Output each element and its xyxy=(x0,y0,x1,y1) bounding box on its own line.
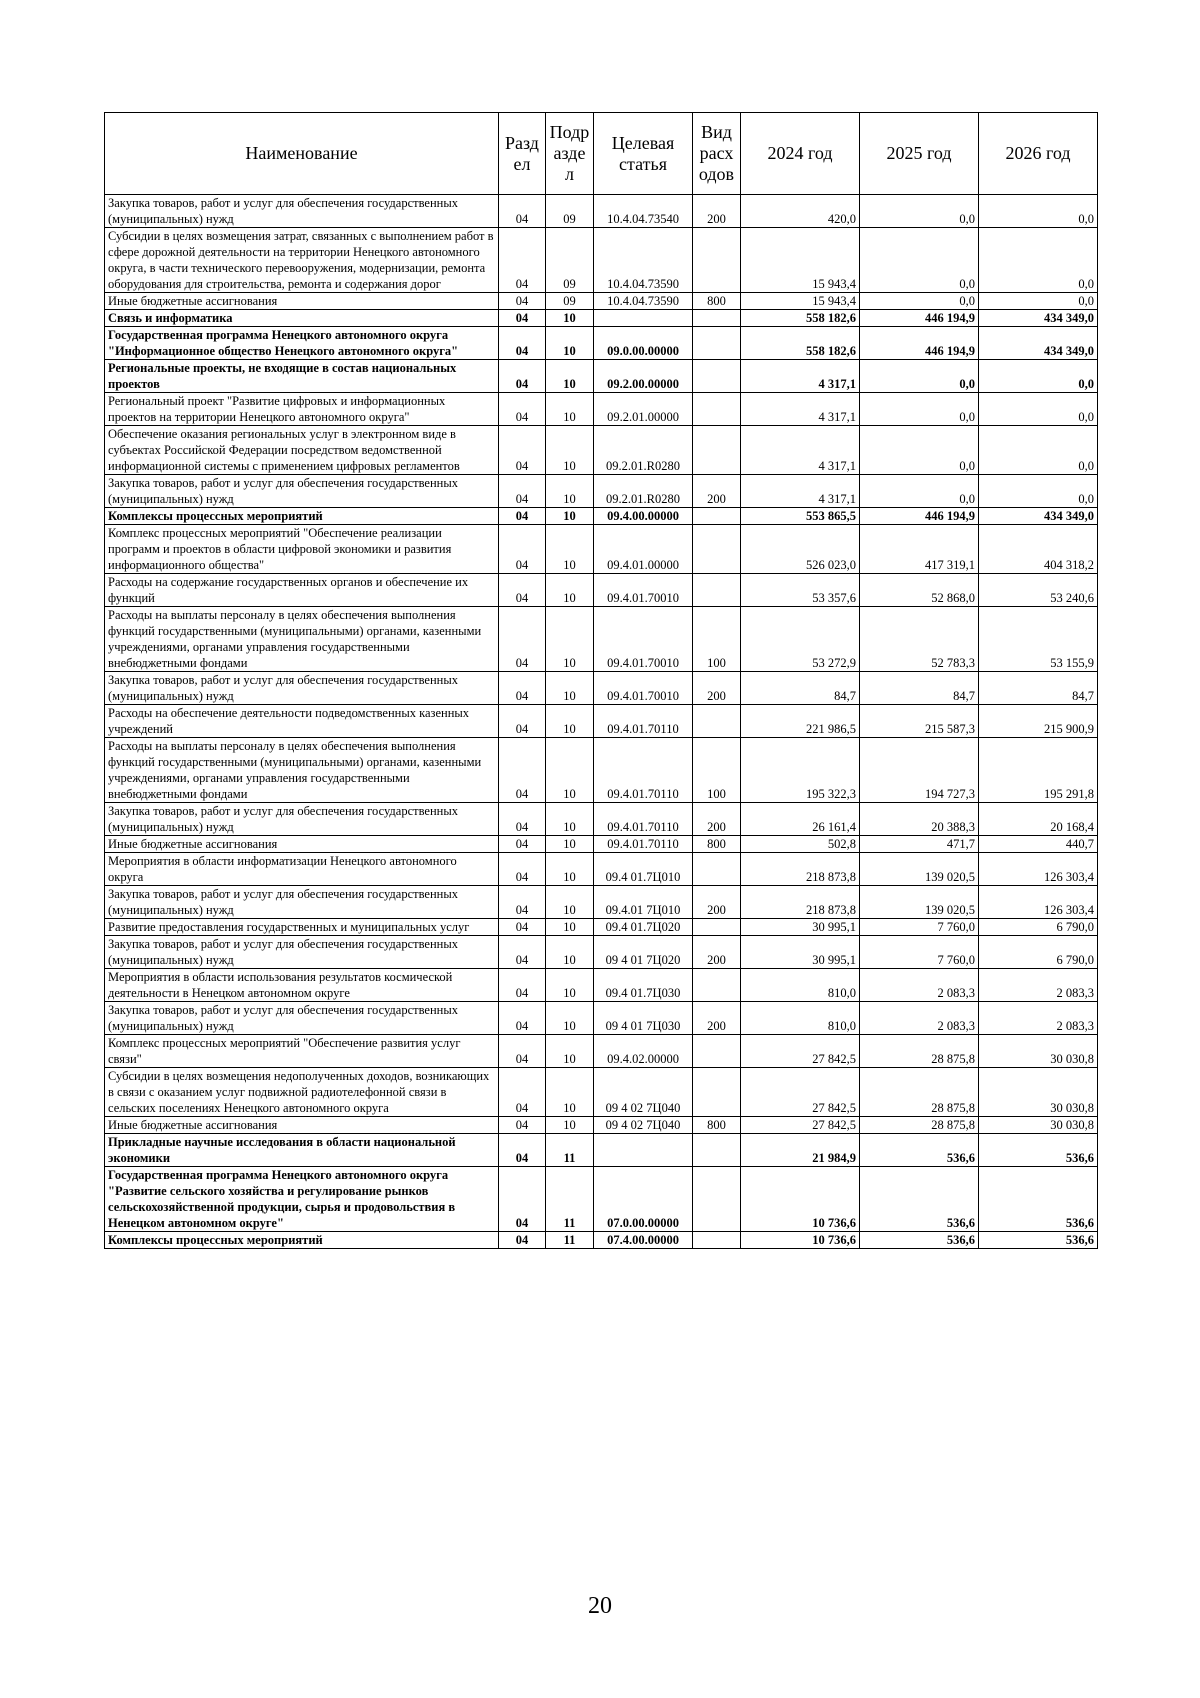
cell-2024: 502,8 xyxy=(741,836,860,853)
cell-target-article: 09 4 02 7Ц040 xyxy=(594,1117,693,1134)
table-row xyxy=(105,607,1098,672)
cell-target-article: 09.4.01.70010 xyxy=(594,672,693,705)
table-row xyxy=(105,672,1098,705)
cell-razdel: 04 xyxy=(499,508,546,525)
cell-expense-type: 800 xyxy=(693,293,741,310)
cell-podrazdel: 11 xyxy=(546,1134,594,1167)
table-row xyxy=(105,195,1098,228)
cell-2024: 195 322,3 xyxy=(741,738,860,803)
cell-podrazdel: 10 xyxy=(546,475,594,508)
cell-expense-type: 200 xyxy=(693,886,741,919)
cell-expense-type: 200 xyxy=(693,803,741,836)
cell-target-article: 09.4 01.7Ц030 xyxy=(594,969,693,1002)
table-row xyxy=(105,310,1098,327)
cell-2025: 536,6 xyxy=(860,1167,979,1232)
cell-2024: 526 023,0 xyxy=(741,525,860,574)
cell-target-article: 09.2.01.00000 xyxy=(594,393,693,426)
cell-name: Закупка товаров, работ и услуг для обеспечения государственных (муниципальных) нужд xyxy=(105,195,499,228)
cell-razdel: 04 xyxy=(499,853,546,886)
cell-razdel: 04 xyxy=(499,1167,546,1232)
cell-target-article: 09 4 02 7Ц040 xyxy=(594,1068,693,1117)
cell-target-article: 09.4.01.00000 xyxy=(594,525,693,574)
cell-name: Региональные проекты, не входящие в состав национальных проектов xyxy=(105,360,499,393)
table-row xyxy=(105,508,1098,525)
cell-podrazdel: 10 xyxy=(546,426,594,475)
cell-name: Расходы на выплаты персоналу в целях обеспечения выполнения функций государственными (муниципальными) органами, казенными учреждениями, органами управления государственными внебюджетными фондами xyxy=(105,738,499,803)
cell-2026: 126 303,4 xyxy=(979,886,1098,919)
cell-2025: 0,0 xyxy=(860,360,979,393)
cell-podrazdel: 10 xyxy=(546,969,594,1002)
cell-expense-type xyxy=(693,969,741,1002)
header-expense-type-text: Вид расх одов xyxy=(698,122,735,184)
cell-razdel: 04 xyxy=(499,574,546,607)
budget-table xyxy=(104,112,1098,1249)
header-target-article xyxy=(594,113,693,195)
table-row xyxy=(105,475,1098,508)
cell-2026: 195 291,8 xyxy=(979,738,1098,803)
table-row xyxy=(105,836,1098,853)
cell-2024: 4 317,1 xyxy=(741,393,860,426)
cell-2025: 28 875,8 xyxy=(860,1068,979,1117)
cell-razdel: 04 xyxy=(499,293,546,310)
cell-target-article: 10.4.04.73590 xyxy=(594,228,693,293)
cell-target-article: 09.4.01.70010 xyxy=(594,607,693,672)
cell-expense-type xyxy=(693,1232,741,1249)
cell-2026: 0,0 xyxy=(979,475,1098,508)
cell-expense-type: 800 xyxy=(693,1117,741,1134)
cell-name: Иные бюджетные ассигнования xyxy=(105,836,499,853)
cell-target-article: 09.2.01.R0280 xyxy=(594,475,693,508)
cell-name: Развитие предоставления государственных и муниципальных услуг xyxy=(105,919,499,936)
cell-2024: 15 943,4 xyxy=(741,228,860,293)
cell-razdel: 04 xyxy=(499,426,546,475)
cell-name: Субсидии в целях возмещения затрат, связанных с выполнением работ в сфере дорожной деятельности на территории Ненецкого автономного округа, в части технического перевооружения, модернизации, ремонта оборудования для строительства, ремонта и содержания дорог xyxy=(105,228,499,293)
cell-name: Региональный проект "Развитие цифровых и информационных проектов на территории Ненецкого автономного округа" xyxy=(105,393,499,426)
cell-name: Связь и информатика xyxy=(105,310,499,327)
cell-name: Комплексы процессных мероприятий xyxy=(105,1232,499,1249)
table-row xyxy=(105,919,1098,936)
cell-2025: 417 319,1 xyxy=(860,525,979,574)
cell-2024: 221 986,5 xyxy=(741,705,860,738)
cell-2024: 810,0 xyxy=(741,1002,860,1035)
cell-2025: 52 868,0 xyxy=(860,574,979,607)
cell-2026: 0,0 xyxy=(979,360,1098,393)
cell-2025: 0,0 xyxy=(860,293,979,310)
cell-razdel: 04 xyxy=(499,919,546,936)
cell-podrazdel: 10 xyxy=(546,738,594,803)
cell-target-article: 09.0.00.00000 xyxy=(594,327,693,360)
cell-2025: 446 194,9 xyxy=(860,508,979,525)
cell-target-article: 09.4.01.70110 xyxy=(594,803,693,836)
cell-podrazdel: 10 xyxy=(546,803,594,836)
cell-razdel: 04 xyxy=(499,327,546,360)
cell-podrazdel: 10 xyxy=(546,836,594,853)
cell-razdel: 04 xyxy=(499,1068,546,1117)
cell-podrazdel: 09 xyxy=(546,293,594,310)
cell-2026: 0,0 xyxy=(979,426,1098,475)
cell-2025: 536,6 xyxy=(860,1232,979,1249)
cell-2025: 139 020,5 xyxy=(860,886,979,919)
cell-2026: 30 030,8 xyxy=(979,1068,1098,1117)
cell-name: Государственная программа Ненецкого автономного округа "Информационное общество Ненецкого автономного округа" xyxy=(105,327,499,360)
cell-expense-type xyxy=(693,327,741,360)
cell-podrazdel: 10 xyxy=(546,1035,594,1068)
cell-razdel: 04 xyxy=(499,310,546,327)
table-row xyxy=(105,426,1098,475)
cell-name: Обеспечение оказания региональных услуг в электронном виде в субъектах Российской Федерации посредством ведомственной информационной системы с применением цифровых регламентов xyxy=(105,426,499,475)
cell-2024: 4 317,1 xyxy=(741,475,860,508)
cell-2026: 6 790,0 xyxy=(979,919,1098,936)
cell-2026: 404 318,2 xyxy=(979,525,1098,574)
cell-razdel: 04 xyxy=(499,803,546,836)
cell-expense-type xyxy=(693,310,741,327)
cell-expense-type xyxy=(693,1167,741,1232)
table-row xyxy=(105,228,1098,293)
cell-expense-type xyxy=(693,525,741,574)
cell-2025: 0,0 xyxy=(860,228,979,293)
cell-target-article: 09.4.01.70110 xyxy=(594,705,693,738)
cell-razdel: 04 xyxy=(499,1117,546,1134)
cell-2026: 215 900,9 xyxy=(979,705,1098,738)
cell-expense-type: 200 xyxy=(693,475,741,508)
cell-podrazdel: 10 xyxy=(546,1002,594,1035)
cell-podrazdel: 11 xyxy=(546,1232,594,1249)
cell-2024: 10 736,6 xyxy=(741,1232,860,1249)
cell-expense-type: 200 xyxy=(693,1002,741,1035)
cell-target-article: 07.0.00.00000 xyxy=(594,1167,693,1232)
cell-name: Прикладные научные исследования в области национальной экономики xyxy=(105,1134,499,1167)
cell-razdel: 04 xyxy=(499,886,546,919)
cell-2024: 558 182,6 xyxy=(741,310,860,327)
header-name: Наименование xyxy=(105,113,499,195)
cell-podrazdel: 10 xyxy=(546,310,594,327)
table-row xyxy=(105,1002,1098,1035)
cell-razdel: 04 xyxy=(499,836,546,853)
cell-podrazdel: 11 xyxy=(546,1167,594,1232)
cell-2024: 810,0 xyxy=(741,969,860,1002)
table-row xyxy=(105,1035,1098,1068)
cell-expense-type: 200 xyxy=(693,195,741,228)
cell-2026: 2 083,3 xyxy=(979,1002,1098,1035)
cell-2026: 30 030,8 xyxy=(979,1035,1098,1068)
header-target-article-text: Целевая статья xyxy=(611,132,675,174)
table-row xyxy=(105,803,1098,836)
cell-name: Мероприятия в области использования результатов космической деятельности в Ненецком автономном округе xyxy=(105,969,499,1002)
cell-target-article: 09.2.01.R0280 xyxy=(594,426,693,475)
cell-2025: 52 783,3 xyxy=(860,607,979,672)
table-header-row xyxy=(105,113,1098,195)
cell-2025: 2 083,3 xyxy=(860,969,979,1002)
cell-razdel: 04 xyxy=(499,936,546,969)
cell-2026: 6 790,0 xyxy=(979,936,1098,969)
cell-name: Расходы на обеспечение деятельности подведомственных казенных учреждений xyxy=(105,705,499,738)
cell-expense-type xyxy=(693,508,741,525)
cell-podrazdel: 10 xyxy=(546,508,594,525)
header-razdel xyxy=(499,113,546,195)
cell-name: Субсидии в целях возмещения недополученных доходов, возникающих в связи с оказанием услуг подвижной радиотелефонной связи в сельских поселениях Ненецкого автономного округа xyxy=(105,1068,499,1117)
cell-expense-type: 200 xyxy=(693,936,741,969)
cell-expense-type: 200 xyxy=(693,672,741,705)
cell-razdel: 04 xyxy=(499,1232,546,1249)
cell-expense-type: 800 xyxy=(693,836,741,853)
cell-podrazdel: 10 xyxy=(546,574,594,607)
table-row xyxy=(105,886,1098,919)
cell-2026: 30 030,8 xyxy=(979,1117,1098,1134)
cell-2024: 84,7 xyxy=(741,672,860,705)
table-row xyxy=(105,936,1098,969)
cell-target-article: 09.4 01.7Ц010 xyxy=(594,853,693,886)
cell-expense-type xyxy=(693,228,741,293)
table-body xyxy=(105,195,1098,1249)
cell-expense-type xyxy=(693,574,741,607)
table-row xyxy=(105,1232,1098,1249)
cell-razdel: 04 xyxy=(499,672,546,705)
cell-2026: 0,0 xyxy=(979,228,1098,293)
cell-expense-type xyxy=(693,705,741,738)
cell-2026: 536,6 xyxy=(979,1167,1098,1232)
cell-2024: 27 842,5 xyxy=(741,1035,860,1068)
cell-target-article: 07.4.00.00000 xyxy=(594,1232,693,1249)
header-razdel-text: Разд ел xyxy=(505,132,539,174)
cell-2025: 0,0 xyxy=(860,475,979,508)
cell-2025: 0,0 xyxy=(860,195,979,228)
cell-2026: 84,7 xyxy=(979,672,1098,705)
cell-name: Закупка товаров, работ и услуг для обеспечения государственных (муниципальных) нужд xyxy=(105,1002,499,1035)
table-row xyxy=(105,1167,1098,1232)
cell-name: Государственная программа Ненецкого автономного округа "Развитие сельского хозяйства и регулирование рынков сельскохозяйственной продукции, сырья и продовольствия в Ненецком автономном округе" xyxy=(105,1167,499,1232)
cell-name: Закупка товаров, работ и услуг для обеспечения государственных (муниципальных) нужд xyxy=(105,803,499,836)
table-row xyxy=(105,738,1098,803)
cell-podrazdel: 10 xyxy=(546,1068,594,1117)
cell-razdel: 04 xyxy=(499,738,546,803)
cell-2025: 0,0 xyxy=(860,393,979,426)
cell-2024: 27 842,5 xyxy=(741,1068,860,1117)
cell-2025: 536,6 xyxy=(860,1134,979,1167)
cell-target-article: 09.2.00.00000 xyxy=(594,360,693,393)
cell-expense-type xyxy=(693,393,741,426)
cell-razdel: 04 xyxy=(499,525,546,574)
cell-2026: 126 303,4 xyxy=(979,853,1098,886)
cell-expense-type xyxy=(693,1134,741,1167)
cell-2024: 420,0 xyxy=(741,195,860,228)
cell-2025: 20 388,3 xyxy=(860,803,979,836)
table-row xyxy=(105,293,1098,310)
cell-target-article: 09 4 01 7Ц020 xyxy=(594,936,693,969)
cell-2024: 15 943,4 xyxy=(741,293,860,310)
cell-podrazdel: 10 xyxy=(546,936,594,969)
cell-podrazdel: 10 xyxy=(546,919,594,936)
cell-2025: 215 587,3 xyxy=(860,705,979,738)
cell-razdel: 04 xyxy=(499,475,546,508)
cell-target-article: 09.4.02.00000 xyxy=(594,1035,693,1068)
cell-expense-type xyxy=(693,1035,741,1068)
cell-2026: 434 349,0 xyxy=(979,508,1098,525)
cell-target-article: 09.4.01.70110 xyxy=(594,836,693,853)
cell-2024: 553 865,5 xyxy=(741,508,860,525)
cell-expense-type xyxy=(693,360,741,393)
cell-2025: 446 194,9 xyxy=(860,327,979,360)
cell-2024: 10 736,6 xyxy=(741,1167,860,1232)
cell-target-article: 09.4.01.70010 xyxy=(594,574,693,607)
cell-2026: 434 349,0 xyxy=(979,327,1098,360)
table-row xyxy=(105,969,1098,1002)
table-row xyxy=(105,360,1098,393)
cell-name: Закупка товаров, работ и услуг для обеспечения государственных (муниципальных) нужд xyxy=(105,886,499,919)
cell-2024: 4 317,1 xyxy=(741,360,860,393)
table-row xyxy=(105,393,1098,426)
cell-podrazdel: 09 xyxy=(546,195,594,228)
cell-razdel: 04 xyxy=(499,393,546,426)
cell-2025: 471,7 xyxy=(860,836,979,853)
table-row xyxy=(105,1117,1098,1134)
cell-2024: 4 317,1 xyxy=(741,426,860,475)
cell-target-article xyxy=(594,310,693,327)
cell-2024: 218 873,8 xyxy=(741,853,860,886)
cell-name: Расходы на выплаты персоналу в целях обеспечения выполнения функций государственными (муниципальными) органами, казенными учреждениями, органами управления государственными внебюджетными фондами xyxy=(105,607,499,672)
cell-razdel: 04 xyxy=(499,195,546,228)
header-podrazdel-text: Подр азде л xyxy=(549,122,590,184)
cell-razdel: 04 xyxy=(499,1002,546,1035)
cell-expense-type: 100 xyxy=(693,607,741,672)
cell-podrazdel: 09 xyxy=(546,228,594,293)
table-row xyxy=(105,853,1098,886)
cell-2026: 434 349,0 xyxy=(979,310,1098,327)
cell-2024: 27 842,5 xyxy=(741,1117,860,1134)
cell-razdel: 04 xyxy=(499,705,546,738)
cell-target-article: 09.4.01 7Ц010 xyxy=(594,886,693,919)
page-number: 20 xyxy=(588,1593,612,1619)
cell-expense-type xyxy=(693,919,741,936)
cell-name: Комплекс процессных мероприятий "Обеспечение реализации программ и проектов в области цифровой экономики и развития информационного общества" xyxy=(105,525,499,574)
header-2025: 2025 год xyxy=(860,113,979,195)
cell-podrazdel: 10 xyxy=(546,327,594,360)
cell-2025: 194 727,3 xyxy=(860,738,979,803)
cell-2025: 28 875,8 xyxy=(860,1035,979,1068)
cell-2025: 7 760,0 xyxy=(860,936,979,969)
cell-2025: 7 760,0 xyxy=(860,919,979,936)
cell-expense-type: 100 xyxy=(693,738,741,803)
cell-2026: 536,6 xyxy=(979,1232,1098,1249)
cell-target-article: 10.4.04.73590 xyxy=(594,293,693,310)
cell-2024: 558 182,6 xyxy=(741,327,860,360)
cell-expense-type xyxy=(693,853,741,886)
cell-name: Мероприятия в области информатизации Ненецкого автономного округа xyxy=(105,853,499,886)
cell-target-article: 09.4 01.7Ц020 xyxy=(594,919,693,936)
cell-2024: 53 272,9 xyxy=(741,607,860,672)
header-2024: 2024 год xyxy=(741,113,860,195)
cell-2024: 53 357,6 xyxy=(741,574,860,607)
cell-2025: 139 020,5 xyxy=(860,853,979,886)
header-2026: 2026 год xyxy=(979,113,1098,195)
cell-podrazdel: 10 xyxy=(546,672,594,705)
cell-target-article: 09.4.01.70110 xyxy=(594,738,693,803)
header-expense-type xyxy=(693,113,741,195)
cell-target-article: 09 4 01 7Ц030 xyxy=(594,1002,693,1035)
cell-name: Комплексы процессных мероприятий xyxy=(105,508,499,525)
table-row xyxy=(105,1068,1098,1117)
cell-name: Закупка товаров, работ и услуг для обеспечения государственных (муниципальных) нужд xyxy=(105,936,499,969)
cell-2026: 53 155,9 xyxy=(979,607,1098,672)
cell-2026: 536,6 xyxy=(979,1134,1098,1167)
cell-2025: 2 083,3 xyxy=(860,1002,979,1035)
cell-name: Закупка товаров, работ и услуг для обеспечения государственных (муниципальных) нужд xyxy=(105,672,499,705)
cell-2025: 28 875,8 xyxy=(860,1117,979,1134)
table-row xyxy=(105,1134,1098,1167)
cell-name: Закупка товаров, работ и услуг для обеспечения государственных (муниципальных) нужд xyxy=(105,475,499,508)
cell-2024: 21 984,9 xyxy=(741,1134,860,1167)
cell-2026: 0,0 xyxy=(979,393,1098,426)
table-row xyxy=(105,574,1098,607)
cell-2024: 30 995,1 xyxy=(741,919,860,936)
cell-2024: 26 161,4 xyxy=(741,803,860,836)
cell-2026: 0,0 xyxy=(979,195,1098,228)
cell-2024: 218 873,8 xyxy=(741,886,860,919)
table-row xyxy=(105,705,1098,738)
cell-podrazdel: 10 xyxy=(546,1117,594,1134)
cell-2026: 20 168,4 xyxy=(979,803,1098,836)
cell-razdel: 04 xyxy=(499,969,546,1002)
cell-podrazdel: 10 xyxy=(546,705,594,738)
cell-podrazdel: 10 xyxy=(546,393,594,426)
cell-razdel: 04 xyxy=(499,1134,546,1167)
table-row xyxy=(105,525,1098,574)
cell-podrazdel: 10 xyxy=(546,886,594,919)
cell-2025: 446 194,9 xyxy=(860,310,979,327)
cell-razdel: 04 xyxy=(499,360,546,393)
cell-name: Комплекс процессных мероприятий "Обеспечение развития услуг связи" xyxy=(105,1035,499,1068)
cell-podrazdel: 10 xyxy=(546,360,594,393)
cell-name: Иные бюджетные ассигнования xyxy=(105,293,499,310)
cell-name: Расходы на содержание государственных органов и обеспечение их функций xyxy=(105,574,499,607)
cell-2026: 0,0 xyxy=(979,293,1098,310)
cell-2026: 440,7 xyxy=(979,836,1098,853)
header-podrazdel xyxy=(546,113,594,195)
cell-2025: 0,0 xyxy=(860,426,979,475)
cell-expense-type xyxy=(693,1068,741,1117)
cell-2025: 84,7 xyxy=(860,672,979,705)
cell-podrazdel: 10 xyxy=(546,525,594,574)
cell-razdel: 04 xyxy=(499,607,546,672)
cell-razdel: 04 xyxy=(499,228,546,293)
cell-razdel: 04 xyxy=(499,1035,546,1068)
cell-name: Иные бюджетные ассигнования xyxy=(105,1117,499,1134)
cell-2026: 53 240,6 xyxy=(979,574,1098,607)
cell-expense-type xyxy=(693,426,741,475)
cell-podrazdel: 10 xyxy=(546,853,594,886)
cell-target-article: 09.4.00.00000 xyxy=(594,508,693,525)
cell-target-article xyxy=(594,1134,693,1167)
cell-podrazdel: 10 xyxy=(546,607,594,672)
table-row xyxy=(105,327,1098,360)
cell-2024: 30 995,1 xyxy=(741,936,860,969)
cell-target-article: 10.4.04.73540 xyxy=(594,195,693,228)
cell-2026: 2 083,3 xyxy=(979,969,1098,1002)
